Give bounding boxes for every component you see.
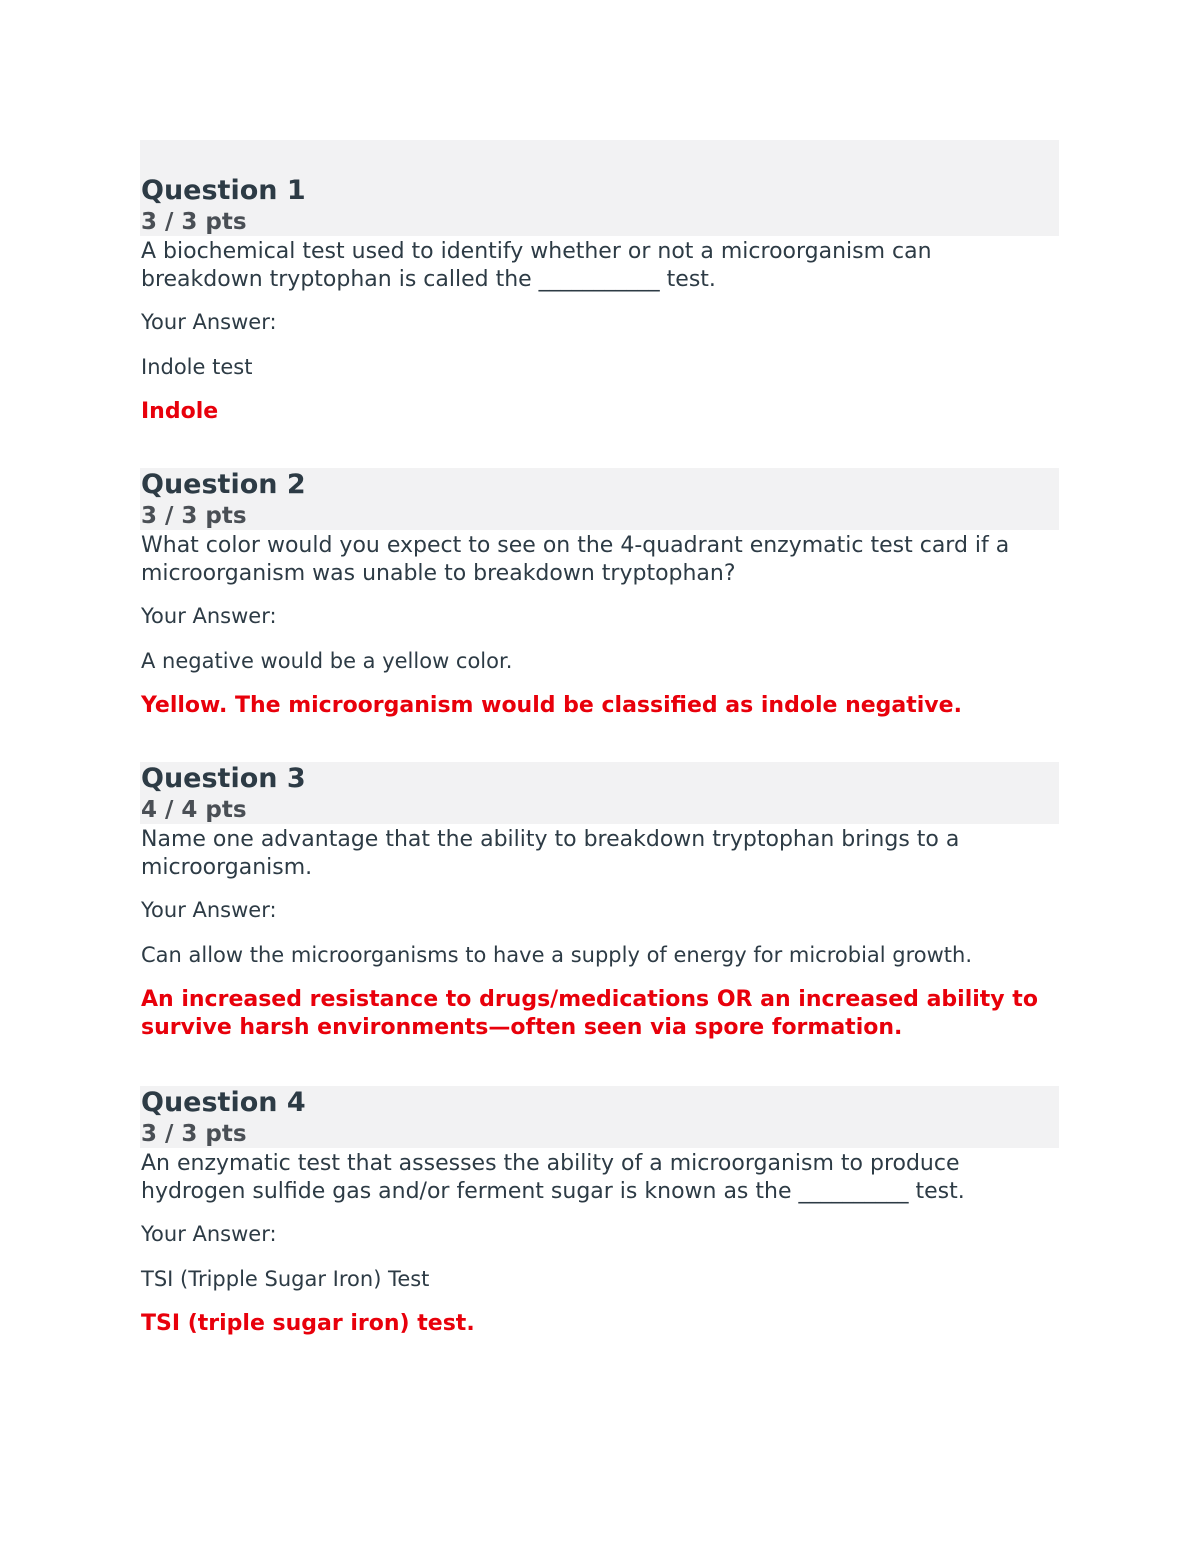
your-answer-label: Your Answer:: [141, 1222, 277, 1246]
question-title: Question 4: [141, 1087, 306, 1118]
question-points: 4 / 4 pts: [141, 797, 247, 823]
question-header: [140, 1086, 1059, 1148]
correct-answer: An increased resistance to drugs/medications OR an increased ability to survive harsh environments—often seen via spore formation.: [141, 987, 1038, 1040]
your-answer: A negative would be a yellow color.: [141, 649, 513, 673]
question-header: [140, 762, 1059, 824]
question-2: [141, 468, 1059, 720]
correct-answer: Indole: [141, 399, 219, 424]
question-title: Question 3: [141, 763, 306, 794]
question-prompt: What color would you expect to see on the 4-quadrant enzymatic test card if a microorganism was unable to breakdown tryptophan?: [141, 533, 1010, 586]
your-answer: Indole test: [141, 355, 253, 379]
question-points: 3 / 3 pts: [141, 1121, 247, 1147]
question-3: [141, 762, 1059, 1042]
your-answer-label: Your Answer:: [141, 898, 277, 922]
question-prompt: A biochemical test used to identify whether or not a microorganism can breakdown tryptophan is called the ___________ test.: [141, 239, 932, 292]
your-answer: Can allow the microorganisms to have a supply of energy for microbial growth.: [141, 943, 973, 967]
question-header: [140, 468, 1059, 530]
question-title: Question 1: [141, 175, 306, 206]
question-4: [141, 1086, 1059, 1338]
your-answer-label: Your Answer:: [141, 310, 277, 334]
correct-answer: TSI (triple sugar iron) test.: [141, 1311, 475, 1336]
question-points: 3 / 3 pts: [141, 209, 247, 235]
question-title: Question 2: [141, 469, 306, 500]
your-answer-label: Your Answer:: [141, 604, 277, 628]
quiz-results: [141, 140, 1059, 1338]
your-answer: TSI (Tripple Sugar Iron) Test: [141, 1267, 430, 1291]
correct-answer: Yellow. The microorganism would be classified as indole negative.: [141, 693, 962, 718]
question-points: 3 / 3 pts: [141, 503, 247, 529]
question-header: [140, 140, 1059, 236]
question-1: [141, 140, 1059, 426]
question-prompt: An enzymatic test that assesses the ability of a microorganism to produce hydrogen sulfide gas and/or ferment sugar is known as the __________ test.: [141, 1151, 965, 1204]
question-prompt: Name one advantage that the ability to breakdown tryptophan brings to a microorganism.: [141, 827, 960, 880]
